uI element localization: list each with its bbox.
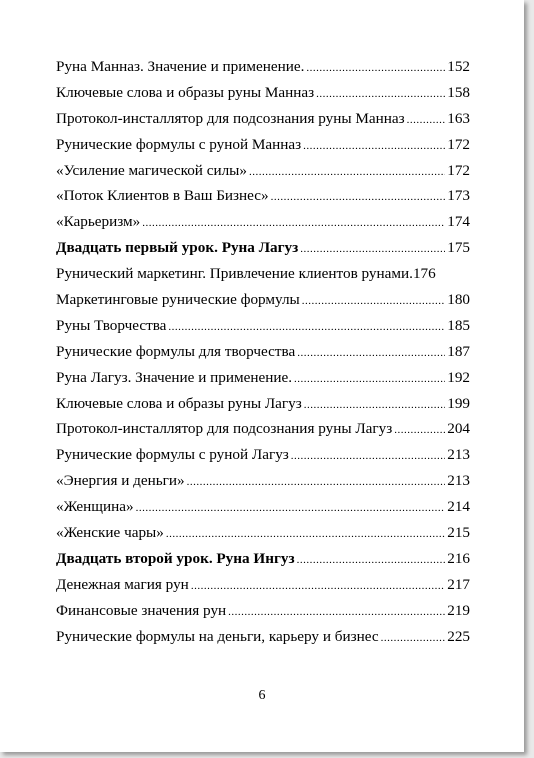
toc-entry-page: 204 — [447, 420, 470, 438]
toc-entry[interactable] — [56, 472, 470, 498]
toc-entry[interactable] — [56, 291, 470, 317]
toc-dot-leader — [291, 450, 445, 462]
toc-entry-title: Двадцать второй урок. Руна Ингуз — [56, 549, 295, 567]
toc-entry[interactable] — [56, 369, 470, 395]
toc-entry[interactable] — [56, 628, 470, 654]
toc-entry-title: Ключевые слова и образы руны Манназ — [56, 83, 315, 101]
toc-entry-title: Протокол-инсталлятор для подсознания руны Манназ — [56, 109, 405, 127]
toc-entry-title: Руны Творчества — [56, 316, 167, 334]
toc-dot-leader — [302, 295, 445, 307]
toc-entry-page: 158 — [447, 83, 470, 101]
toc-entry[interactable] — [56, 187, 470, 213]
toc-entry[interactable] — [56, 576, 470, 602]
toc-entry[interactable] — [56, 136, 470, 162]
toc-entry[interactable] — [56, 110, 470, 136]
toc-dot-leader — [316, 88, 445, 100]
toc-entry[interactable] — [56, 420, 470, 446]
toc-entry-page: 199 — [447, 394, 470, 412]
toc-entry[interactable] — [56, 395, 470, 421]
toc-entry-title: Рунический маркетинг. Привлечение клиентов рунами. — [56, 265, 413, 283]
toc-entry-lesson-heading[interactable] — [56, 550, 470, 576]
toc-entry-page: 176 — [412, 265, 436, 283]
toc-entry-title: Рунические формулы с руной Лагуз — [56, 446, 289, 464]
toc-entry-title: Ключевые слова и образы руны Лагуз — [56, 394, 302, 412]
toc-entry-title: «Усиление магической силы» — [56, 161, 247, 179]
toc-dot-leader — [407, 114, 446, 126]
toc-entry[interactable] — [56, 84, 470, 110]
toc-dot-leader — [271, 191, 446, 203]
toc-entry-title: «Женские чары» — [56, 524, 164, 542]
toc-entry-page: 175 — [447, 239, 470, 257]
toc-dot-leader — [297, 347, 445, 359]
toc-entry[interactable] — [56, 162, 470, 188]
toc-entry-title: Протокол-инсталлятор для подсознания руны Лагуз — [56, 420, 393, 438]
toc-entry-page: 180 — [447, 291, 470, 309]
toc-entry[interactable] — [56, 524, 470, 550]
toc-entry[interactable] — [56, 58, 470, 84]
toc-entry-page: 163 — [447, 109, 470, 127]
toc-entry-title: Рунические формулы для творчества — [56, 342, 296, 360]
toc-entry-title: Рунические формулы с руной Манназ — [56, 135, 302, 153]
toc-entry-page: 192 — [447, 368, 470, 386]
toc-entry-page: 172 — [447, 135, 470, 153]
toc-dot-leader — [294, 373, 445, 385]
toc-entry[interactable] — [56, 265, 470, 291]
toc-entry-title: Руна Лагуз. Значение и применение. — [56, 368, 292, 386]
toc-entry-lesson-heading[interactable] — [56, 239, 470, 265]
toc-dot-leader — [191, 580, 445, 592]
toc-entry[interactable] — [56, 213, 470, 239]
toc-entry-page: 216 — [447, 549, 470, 567]
toc-entry-page: 215 — [447, 524, 470, 542]
toc-entry-page: 217 — [447, 575, 470, 593]
toc-dot-leader — [249, 166, 445, 178]
toc-entry[interactable] — [56, 446, 470, 472]
toc-entry-title: «Карьеризм» — [56, 213, 141, 231]
toc-dot-leader — [168, 321, 445, 333]
toc-entry-page: 219 — [447, 601, 470, 619]
toc-entry[interactable] — [56, 317, 470, 343]
toc-entry-title: Двадцать первый урок. Руна Лагуз — [56, 239, 299, 257]
toc-dot-leader — [306, 62, 445, 74]
toc-dot-leader — [381, 632, 446, 644]
toc-entry-title: Рунические формулы на деньги, карьеру и бизнес — [56, 627, 379, 645]
toc-dot-leader — [300, 243, 445, 255]
toc-entry-title: «Поток Клиентов в Ваш Бизнес» — [56, 187, 269, 205]
toc-dot-leader — [142, 217, 445, 229]
toc-entry-page: 174 — [447, 213, 470, 231]
toc-entry-page: 172 — [447, 161, 470, 179]
toc-entry[interactable] — [56, 343, 470, 369]
toc-entry-page: 185 — [447, 316, 470, 334]
toc-dot-leader — [303, 140, 445, 152]
toc-dot-leader — [304, 399, 445, 411]
toc-entry-page: 225 — [447, 627, 470, 645]
toc-entry[interactable] — [56, 602, 470, 628]
toc-dot-leader — [187, 476, 446, 488]
toc-dot-leader — [297, 554, 446, 566]
toc-entry-title: «Женщина» — [56, 498, 134, 516]
toc-entry-page: 187 — [447, 342, 470, 360]
table-of-contents — [56, 58, 470, 653]
toc-entry-title: Руна Манназ. Значение и применение. — [56, 58, 305, 75]
toc-entry-title: Денежная магия рун — [56, 575, 189, 593]
toc-entry-title: Финансовые значения рун — [56, 601, 227, 619]
toc-entry-page: 152 — [447, 58, 470, 75]
toc-entry-page: 213 — [447, 446, 470, 464]
toc-entry-page: 213 — [447, 472, 470, 490]
toc-dot-leader — [136, 502, 446, 514]
toc-entry-title: «Энергия и деньги» — [56, 472, 185, 490]
toc-entry-title: Маркетинговые рунические формулы — [56, 291, 300, 309]
toc-dot-leader — [166, 528, 445, 540]
page-number: 6 — [258, 688, 266, 703]
toc-entry-page: 173 — [447, 187, 470, 205]
toc-dot-leader — [228, 606, 445, 618]
toc-entry[interactable] — [56, 498, 470, 524]
toc-entry-page: 214 — [447, 498, 470, 516]
toc-dot-leader — [394, 424, 445, 436]
